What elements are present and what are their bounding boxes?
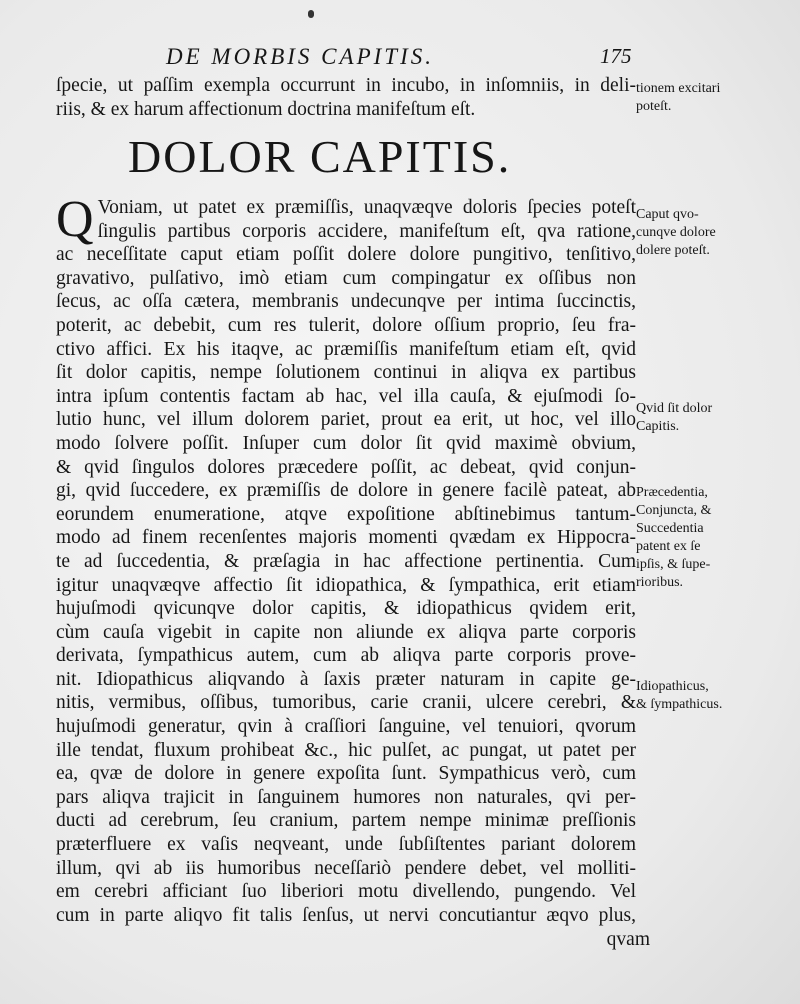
text-line: ctivo affici. Ex his itaqve, ac præmiſſis manifeſtum etiam eſt, qvid — [56, 338, 636, 360]
marginal-note-line: Succedentia — [636, 521, 704, 536]
text-line: ſit dolor capitis, nempe ſolutionem continui in aliqva ex partibus — [56, 362, 636, 384]
marginal-note-line: Conjuncta, & — [636, 503, 712, 518]
text-line: ducti ad cerebrum, ſeu cranium, partem nempe minimæ preſſionis — [56, 810, 636, 832]
marginal-note-line: Capitis. — [636, 419, 680, 434]
marginal-note-line: tionem excitari — [636, 81, 721, 96]
body-text — [56, 191, 636, 927]
text-line: ac neceſſitate caput etiam poſſit dolere dolore pungitivo, tenſitivo, — [56, 244, 636, 266]
text-line: ſingulis partibus corporis accidere, manifeſtum eſt, qva ratione, — [97, 220, 636, 242]
text-line: ea, qvæ de dolore in genere expoſita ſunt. Sympathicus verò, cum — [56, 763, 636, 785]
text-line: poterit, ac debebit, cum res tulerit, dolore oſſium proprio, ſeu fra- — [56, 314, 636, 336]
marginal-note-line: patent ex ſe — [636, 539, 701, 554]
marginal-note-line: & ſympathicus. — [636, 697, 723, 712]
catchword: qvam — [606, 929, 650, 950]
text-line: Voniam, ut patet ex præmiſſis, unaqvæqve doloris ſpecies poteſt — [97, 197, 636, 218]
text-line: derivata, ſympathicus autem, cum ab aliqva parte corporis prove- — [56, 645, 636, 667]
marginal-note-line: poteſt. — [636, 99, 672, 114]
text-line: eorundem enumeratione, atqve expoſitione abſtinebimus tantum- — [56, 503, 636, 525]
marginal-note — [636, 400, 796, 436]
text-line: illum, qvi ab iis humoribus neceſſariò pendere debet, vel molliti- — [56, 857, 636, 879]
text-line: riis, & ex harum affectionum doctrina manifeſtum eſt. — [56, 98, 476, 120]
text-line: hujuſmodi generatur, qvin à craſſiori ſanguine, vel tenuiori, qvorum — [56, 716, 636, 738]
text-line: præterfluere ex vaſis neqveant, unde ſubſiſtentes pariant dolorem — [56, 834, 636, 856]
text-line: nitis, vermibus, oſſibus, tumoribus, carie cranii, ulcere cerebri, & — [56, 692, 636, 714]
text-line: cùm cauſa vigebit in capite non aliunde ex aliqva parte corporis — [56, 621, 636, 643]
marginal-note — [636, 678, 796, 714]
text-line: ille tendat, fluxum prohibeat &c., hic pulſet, ac pungat, ut patet per — [56, 739, 636, 761]
running-head: DE MORBIS CAPITIS. — [166, 44, 434, 69]
section-heading: DOLOR CAPITIS. — [128, 131, 512, 182]
ink-speck — [308, 10, 314, 18]
text-line: lutio hunc, vel illum dolorem pariet, prout ea erit, ut hoc, vel illo — [56, 409, 636, 431]
text-line: em cerebri afficiant ſuo liberiori motu divellendo, pungendo. Vel — [56, 881, 636, 903]
marginal-note-line: Præcedentia, — [636, 485, 708, 500]
marginal-note — [636, 80, 796, 116]
text-line: cum in parte aliqvo fit talis ſenſus, ut nervi concutiantur æqvo plus, — [56, 904, 636, 926]
text-line: ſpecie, ut paſſim exempla occurrunt in incubo, in inſomniis, in deli- — [56, 75, 636, 96]
text-line: gi, qvid ſuccedere, ex præmiſſis de dolore in genere facilè pateat, ab — [56, 480, 636, 502]
text-line: ſecus, ac oſſa cætera, membranis undecunqve per intima ſuccinctis, — [56, 291, 636, 313]
page-number: 175 — [600, 44, 632, 68]
marginal-note-line: Caput qvo- — [636, 207, 699, 222]
drop-cap: Q — [56, 191, 94, 248]
text-line: hujuſmodi qvicunqve dolor capitis, & idiopathicus qvidem erit, — [56, 598, 636, 620]
text-line: modo ad finem recenſentes majoris momenti qvædam ex Hippocra- — [56, 527, 636, 549]
text-line: te ad ſuccedentia, & præſagia in hac affectione pertinentia. Cum — [56, 550, 636, 572]
marginal-note-line: dolere poteſt. — [636, 243, 710, 258]
continued-text — [56, 74, 636, 121]
marginal-note — [636, 206, 796, 260]
marginal-note-line: cunqve dolore — [636, 225, 716, 240]
text-line: modo ſolvere poſſit. Inſuper cum dolor ſit qvid maximè obvium, — [56, 432, 636, 454]
text-line: gravativo, pulſativo, imò etiam cum compingatur ex oſſibus non — [56, 267, 636, 289]
text-line: igitur unaqvæqve affectio ſit idiopathica, & ſympathica, erit etiam — [56, 574, 636, 596]
text-line: & qvid ſingulos dolores præcedere poſſit, ac debeat, qvid conjun- — [56, 456, 636, 478]
text-line: nit. Idiopathicus aliqvando à ſaxis præter naturam in capite ge- — [56, 668, 636, 690]
marginal-note — [636, 484, 796, 592]
marginal-note-line: Idiopathicus, — [636, 679, 709, 694]
marginal-note-line: ipſis, & ſupe- — [636, 557, 711, 572]
text-line: pars aliqva trajicit in ſanguinem humores non naturales, qvi per- — [56, 786, 636, 808]
marginal-note-line: Qvid ſit dolor — [636, 401, 713, 416]
text-line: intra ipſum contentis factam ab hac, vel illa cauſa, & ejuſmodi ſo- — [56, 385, 636, 407]
marginal-note-line: rioribus. — [636, 575, 684, 590]
